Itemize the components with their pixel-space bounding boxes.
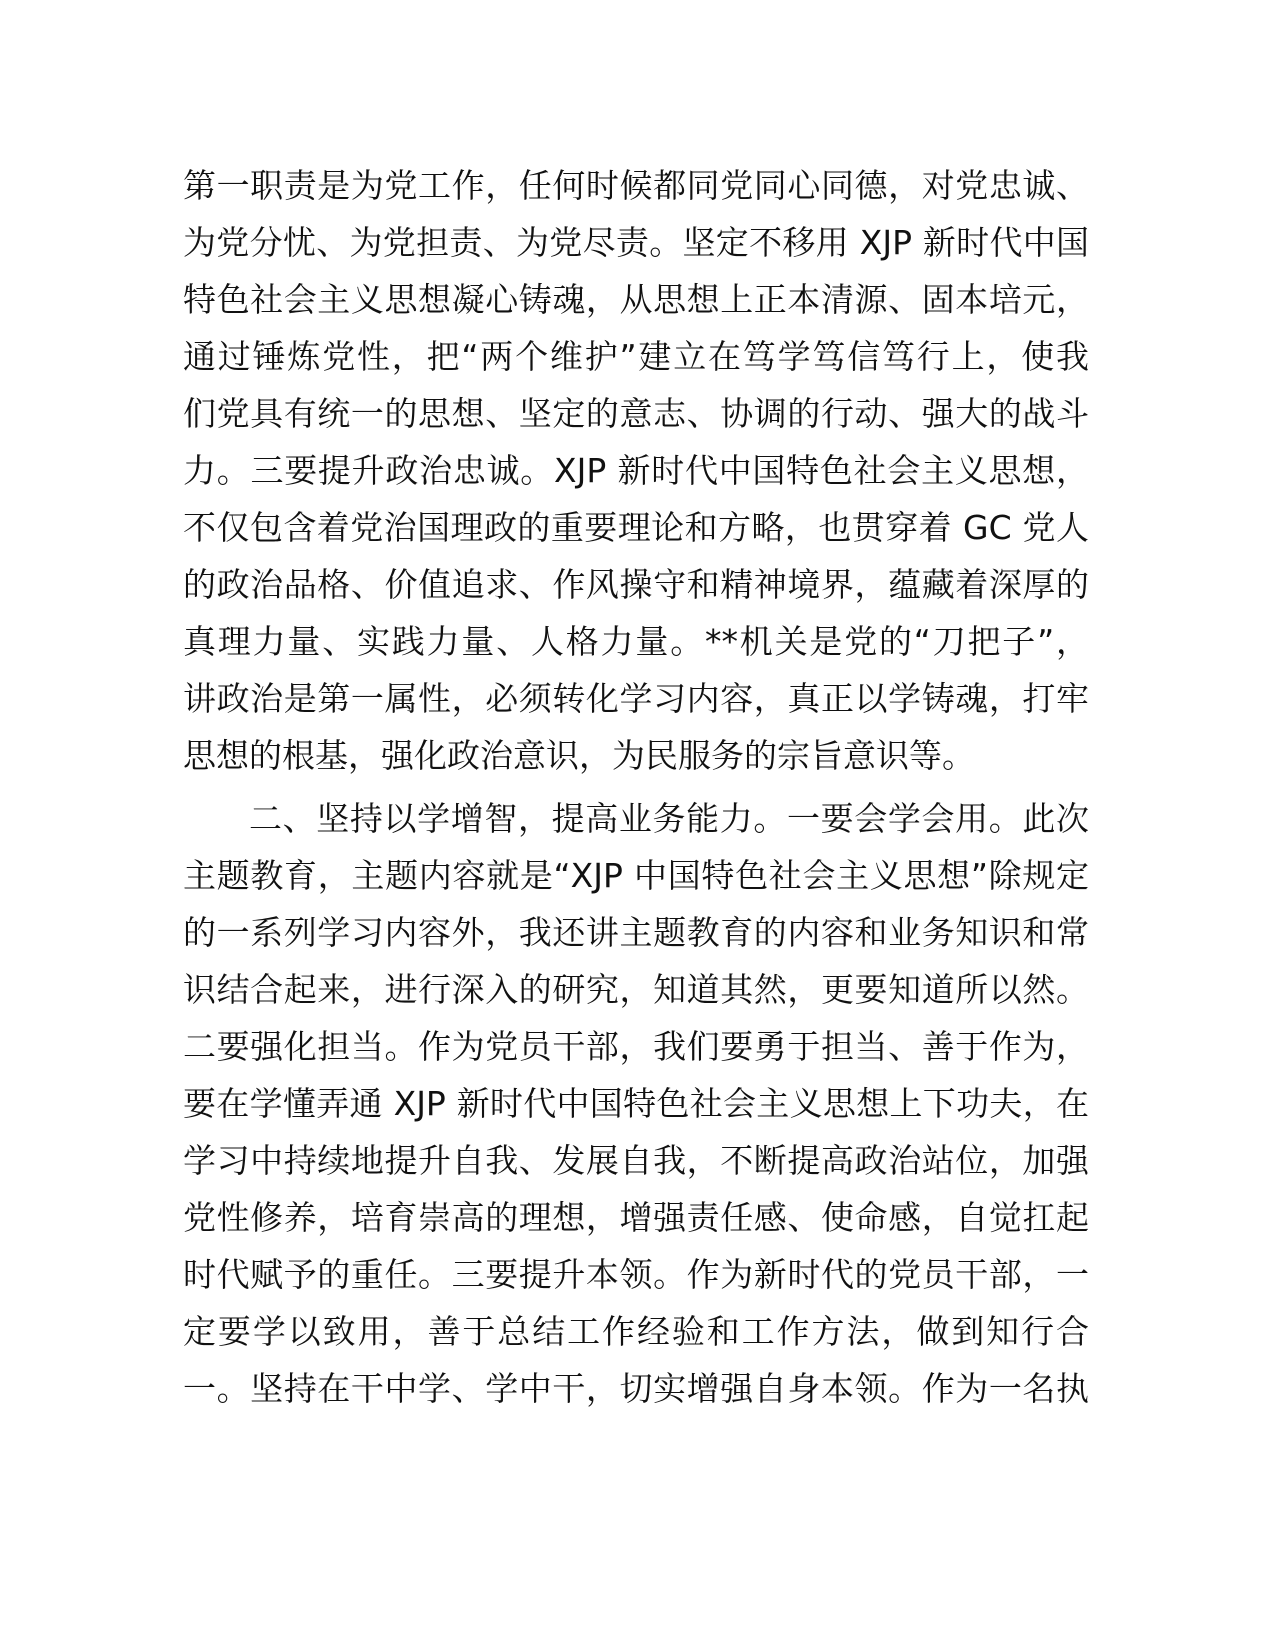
text-line: 通过锤炼党性，把“两个维护”建立在笃学笃信笃行上，使我 [183, 337, 1089, 376]
document-body [183, 157, 1089, 1417]
text-line: 特色社会主义思想凝心铸魂，从思想上正本清源、固本培元， [183, 280, 1089, 319]
text-line: 时代赋予的重任。三要提升本领。作为新时代的党员干部，一 [183, 1255, 1089, 1294]
text-line: 思想的根基，强化政治意识，为民服务的宗旨意识等。 [183, 736, 975, 775]
text-line: 二要强化担当。作为党员干部，我们要勇于担当、善于作为， [183, 1027, 1089, 1066]
paragraph-2 [183, 790, 1089, 1417]
text-line: 讲政治是第一属性，必须转化学习内容，真正以学铸魂，打牢 [183, 679, 1089, 718]
text-line: 第一职责是为党工作，任何时候都同党同心同德，对党忠诚、 [183, 166, 1089, 205]
text-line: 党性修养，培育崇高的理想，增强责任感、使命感，自觉扛起 [183, 1198, 1089, 1237]
text-line: 主题教育，主题内容就是“XJP 中国特色社会主义思想”除规定 [183, 856, 1089, 895]
text-line: 二、坚持以学增智，提高业务能力。一要会学会用。此次 [249, 799, 1089, 838]
text-line: 一。坚持在干中学、学中干，切实增强自身本领。作为一名执 [183, 1369, 1089, 1408]
text-line: 不仅包含着党治国理政的重要理论和方略，也贯穿着 GC 党人 [183, 508, 1089, 547]
text-line: 的一系列学习内容外，我还讲主题教育的内容和业务知识和常 [183, 913, 1089, 952]
text-line: 力。三要提升政治忠诚。XJP 新时代中国特色社会主义思想， [183, 451, 1089, 490]
text-line: 为党分忧、为党担责、为党尽责。坚定不移用 XJP 新时代中国 [183, 223, 1089, 262]
text-line: 的政治品格、价值追求、作风操守和精神境界，蕴藏着深厚的 [183, 565, 1089, 604]
paragraph-1 [183, 157, 1089, 784]
text-line: 们党具有统一的思想、坚定的意志、协调的行动、强大的战斗 [183, 394, 1089, 433]
text-line: 定要学以致用，善于总结工作经验和工作方法，做到知行合 [183, 1312, 1089, 1351]
text-line: 真理力量、实践力量、人格力量。**机关是党的“刀把子”， [183, 622, 1089, 661]
text-line: 学习中持续地提升自我、发展自我，不断提高政治站位，加强 [183, 1141, 1089, 1180]
text-line: 要在学懂弄通 XJP 新时代中国特色社会主义思想上下功夫，在 [183, 1084, 1089, 1123]
text-line: 识结合起来，进行深入的研究，知道其然，更要知道所以然。 [183, 970, 1089, 1009]
